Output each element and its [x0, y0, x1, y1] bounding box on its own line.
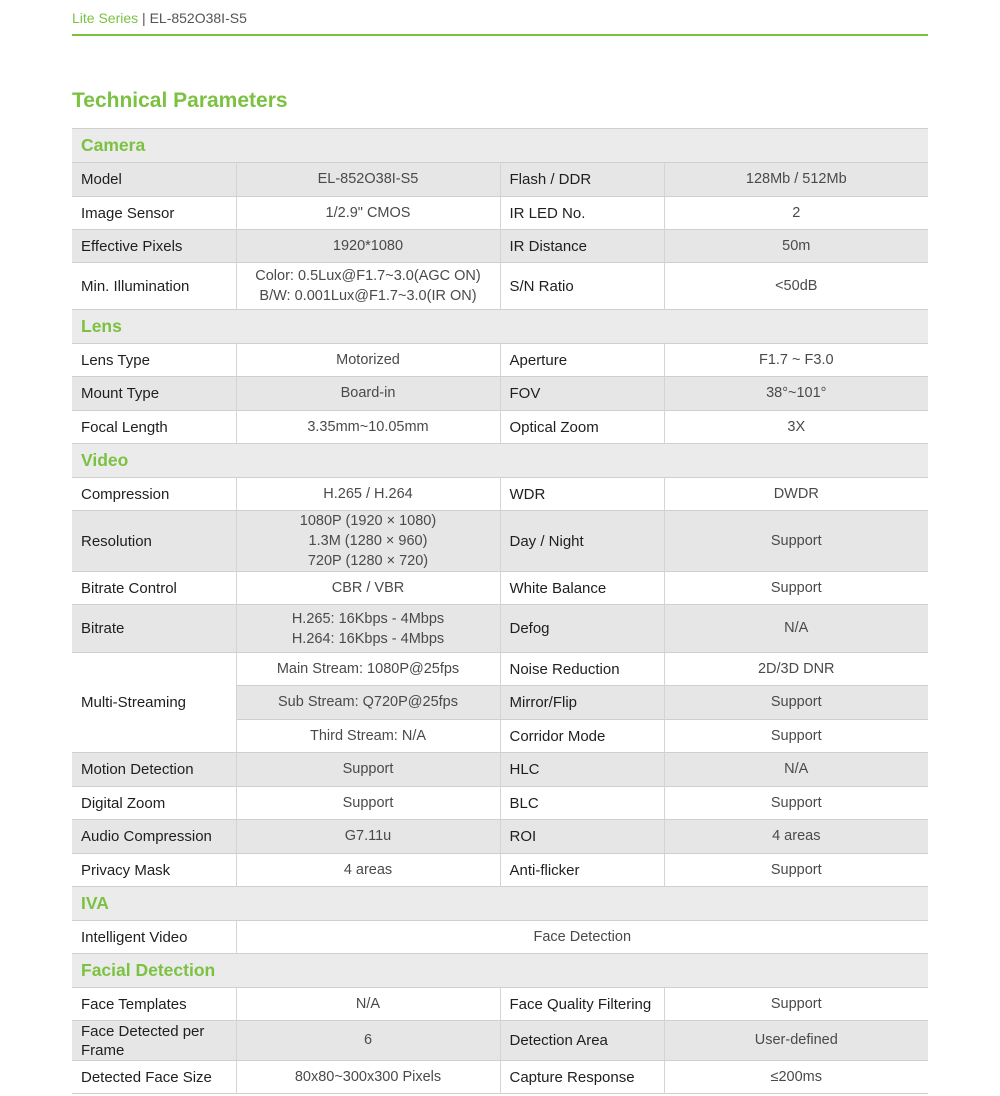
- table-row: [72, 377, 928, 411]
- table-row: [72, 411, 928, 444]
- table-row: [72, 988, 928, 1021]
- section-header-lens: [72, 310, 928, 344]
- spec-value: 6: [236, 1021, 500, 1061]
- table-row: [72, 197, 928, 230]
- section-header-iva: [72, 887, 928, 921]
- spec-label: Model: [72, 163, 236, 197]
- spec-value: G7.11u: [236, 820, 500, 854]
- table-row: [72, 344, 928, 377]
- spec-label: IR LED No.: [509, 204, 586, 222]
- table-row: [72, 478, 928, 511]
- section-header-facial-detection: [72, 954, 928, 988]
- spec-value: Sub Stream: Q720P@25fps: [236, 686, 500, 720]
- spec-label: Lens Type: [81, 351, 150, 369]
- table-row: [72, 605, 928, 653]
- spec-value: Support: [236, 787, 500, 820]
- spec-value: 80x80~300x300 Pixels: [236, 1061, 500, 1094]
- table-row: [72, 511, 928, 572]
- spec-value: 4 areas: [236, 854, 500, 887]
- spec-value-line: 720P (1280 × 720): [307, 553, 429, 569]
- spec-value: Support: [664, 572, 928, 605]
- spec-label: Detection Area: [500, 1021, 664, 1061]
- spec-label: Day / Night: [500, 511, 664, 572]
- spec-value: Main Stream: 1080P@25fps: [236, 653, 500, 686]
- spec-label: Audio Compression: [72, 820, 236, 854]
- spec-label: Face Templates: [81, 995, 187, 1013]
- table-row: [72, 820, 928, 854]
- header-model: EL-852O38I-S5: [149, 10, 247, 26]
- spec-label: Anti-flicker: [509, 861, 580, 879]
- spec-value: DWDR: [664, 478, 928, 511]
- spec-value: 128Mb / 512Mb: [664, 163, 928, 197]
- spec-value: 38°~101°: [664, 377, 928, 411]
- spec-label: FOV: [500, 377, 664, 411]
- section-title: Facial Detection: [72, 954, 928, 988]
- header-rule: [72, 34, 928, 36]
- spec-value: N/A: [664, 753, 928, 787]
- spec-value: 3X: [664, 411, 928, 444]
- table-row: [72, 572, 928, 605]
- spec-label: Mount Type: [72, 377, 236, 411]
- spec-table: [72, 128, 928, 1094]
- table-row: [72, 787, 928, 820]
- spec-value: N/A: [664, 605, 928, 653]
- spec-label: IR Distance: [500, 230, 664, 263]
- spec-value: Support: [664, 787, 928, 820]
- spec-value: H.265 / H.264: [236, 478, 500, 511]
- table-row: [72, 163, 928, 197]
- table-row: [72, 1021, 928, 1061]
- spec-value: EL-852O38I-S5: [236, 163, 500, 197]
- spec-label: Flash / DDR: [500, 163, 664, 197]
- spec-value: Support: [664, 511, 928, 572]
- spec-label: Intelligent Video: [81, 928, 188, 946]
- spec-label: Resolution: [72, 511, 236, 572]
- spec-value-line: 1080P (1920 × 1080): [299, 513, 437, 529]
- spec-value: [236, 605, 500, 653]
- table-row: [72, 753, 928, 787]
- section-header-video: [72, 444, 928, 478]
- spec-label: Min. Illumination: [81, 277, 190, 295]
- spec-label: Bitrate Control: [81, 579, 177, 597]
- spec-label: Multi-Streaming: [72, 653, 236, 753]
- spec-value: Third Stream: N/A: [236, 720, 500, 753]
- spec-label: WDR: [509, 485, 546, 503]
- spec-value: Board-in: [236, 377, 500, 411]
- spec-label: Focal Length: [81, 418, 168, 436]
- spec-label: Capture Response: [509, 1068, 635, 1086]
- spec-value: N/A: [236, 988, 500, 1021]
- spec-label: S/N Ratio: [509, 277, 574, 295]
- spec-value: 2D/3D DNR: [664, 653, 928, 686]
- spec-label: Face Quality Filtering: [509, 995, 652, 1013]
- spec-label: Bitrate: [72, 605, 236, 653]
- page-title: Technical Parameters: [72, 89, 288, 112]
- section-header-camera: [72, 129, 928, 163]
- spec-label: Compression: [81, 485, 170, 503]
- spec-value: 4 areas: [664, 820, 928, 854]
- spec-value: Support: [236, 753, 500, 787]
- spec-label: Motion Detection: [72, 753, 236, 787]
- spec-label: Defog: [500, 605, 664, 653]
- section-title: IVA: [72, 887, 928, 921]
- spec-value: [236, 511, 500, 572]
- spec-value: ≤200ms: [664, 1061, 928, 1094]
- spec-value: Support: [664, 988, 928, 1021]
- spec-value: <50dB: [664, 263, 928, 310]
- table-row: [72, 1061, 928, 1094]
- spec-label: Face Detected per Frame: [72, 1021, 236, 1061]
- spec-value: 3.35mm~10.05mm: [236, 411, 500, 444]
- spec-value: 1920*1080: [236, 230, 500, 263]
- spec-value-line: 1.3M (1280 × 960): [308, 533, 428, 549]
- table-row: [72, 854, 928, 887]
- spec-value: F1.7 ~ F3.0: [664, 344, 928, 377]
- section-title: Video: [72, 444, 928, 478]
- spec-value: Support: [664, 686, 928, 720]
- spec-label: Noise Reduction: [509, 660, 620, 678]
- spec-label: Effective Pixels: [72, 230, 236, 263]
- spec-value: 2: [664, 197, 928, 230]
- spec-label: Detected Face Size: [81, 1068, 212, 1086]
- spec-label: Mirror/Flip: [500, 686, 664, 720]
- spec-value: 1/2.9" CMOS: [236, 197, 500, 230]
- spec-value-line: B/W: 0.001Lux@F1.7~3.0(IR ON): [259, 288, 477, 304]
- spec-value: 50m: [664, 230, 928, 263]
- header-separator: |: [142, 10, 146, 26]
- spec-label: ROI: [500, 820, 664, 854]
- spec-value: Support: [664, 720, 928, 753]
- table-row: [72, 230, 928, 263]
- running-header: [72, 9, 247, 27]
- spec-label: Digital Zoom: [81, 794, 166, 812]
- series-name: Lite Series: [72, 10, 139, 26]
- table-row: [72, 653, 928, 686]
- spec-label: Privacy Mask: [81, 861, 171, 879]
- spec-label: Image Sensor: [81, 204, 175, 222]
- section-title: Camera: [72, 129, 928, 163]
- table-row: [72, 263, 928, 310]
- section-title: Lens: [72, 310, 928, 344]
- table-row: [72, 921, 928, 954]
- spec-label: Corridor Mode: [509, 727, 606, 745]
- spec-label: BLC: [509, 794, 539, 812]
- spec-label: White Balance: [509, 579, 607, 597]
- spec-value: Motorized: [236, 344, 500, 377]
- spec-value: CBR / VBR: [236, 572, 500, 605]
- spec-label: HLC: [500, 753, 664, 787]
- spec-value: [236, 263, 500, 310]
- spec-value-line: H.264: 16Kbps - 4Mbps: [291, 630, 445, 647]
- spec-label: Aperture: [509, 351, 568, 369]
- spec-label: Optical Zoom: [509, 418, 599, 436]
- spec-value: User-defined: [664, 1021, 928, 1061]
- spec-value-line: H.265: 16Kbps - 4Mbps: [291, 610, 445, 627]
- spec-value: Face Detection: [236, 921, 928, 954]
- spec-value: Support: [664, 854, 928, 887]
- spec-value-line: Color: 0.5Lux@F1.7~3.0(AGC ON): [255, 268, 481, 284]
